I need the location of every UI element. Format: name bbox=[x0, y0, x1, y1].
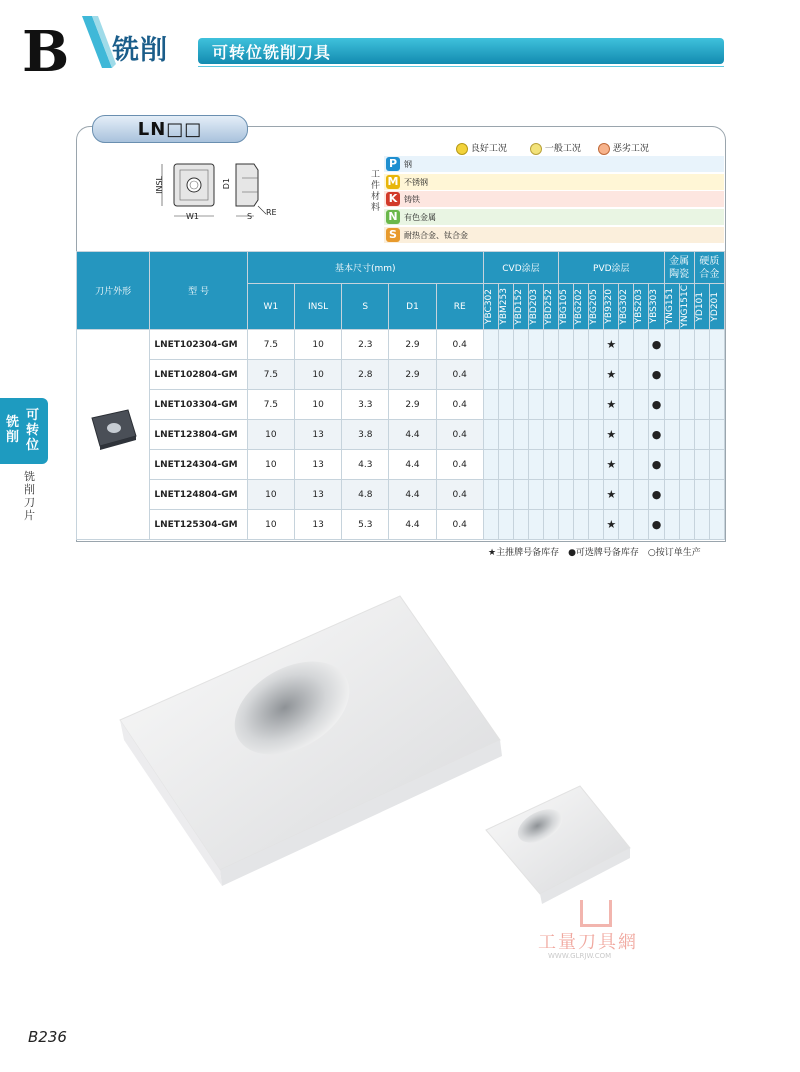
grade-label: YNG151C bbox=[679, 285, 690, 328]
grade-cell bbox=[498, 510, 513, 540]
model-cell: LNET124804-GM bbox=[150, 480, 247, 510]
grade-header-ybd203 bbox=[528, 284, 543, 330]
legend-good: 良好工况 bbox=[456, 141, 507, 155]
grade-cell bbox=[589, 390, 604, 420]
grade-cell bbox=[619, 330, 634, 360]
grade-cell bbox=[513, 390, 528, 420]
dim-cell-d1: 4.4 bbox=[389, 480, 436, 510]
grade-header-ybg105 bbox=[559, 284, 574, 330]
model-cell: LNET123804-GM bbox=[150, 420, 247, 450]
dim-cell-d1: 4.4 bbox=[389, 450, 436, 480]
dim-cell-w1: 7.5 bbox=[247, 390, 294, 420]
material-row-s bbox=[384, 227, 724, 243]
dim-cell-w1: 10 bbox=[247, 510, 294, 540]
grade-cell bbox=[574, 480, 589, 510]
grade-label: YBG205 bbox=[589, 288, 600, 325]
dim-cell-s: 3.8 bbox=[342, 420, 389, 450]
grade-cell bbox=[559, 480, 574, 510]
dim-cell-w1: 10 bbox=[247, 450, 294, 480]
dim-header-re: RE bbox=[436, 284, 483, 330]
table-row bbox=[77, 390, 725, 420]
grade-header-yng151c bbox=[679, 284, 694, 330]
material-row-p bbox=[384, 156, 724, 172]
label-d1: D1 bbox=[222, 178, 231, 190]
grade-cell bbox=[559, 360, 574, 390]
grade-cell bbox=[619, 390, 634, 420]
grade-cell bbox=[498, 450, 513, 480]
grade-cell bbox=[664, 360, 679, 390]
grade-cell bbox=[589, 450, 604, 480]
grade-cell bbox=[544, 450, 559, 480]
stock-dot-mark: ● bbox=[649, 510, 664, 540]
legend-average: 一般工况 bbox=[530, 141, 581, 155]
grade-cell bbox=[498, 420, 513, 450]
grade-header-ybg202 bbox=[574, 284, 589, 330]
dim-cell-w1: 10 bbox=[247, 420, 294, 450]
dim-cell-re: 0.4 bbox=[436, 480, 483, 510]
dim-cell-d1: 2.9 bbox=[389, 330, 436, 360]
grade-header-yng151 bbox=[664, 284, 679, 330]
model-cell: LNET103304-GM bbox=[150, 390, 247, 420]
grade-cell bbox=[694, 390, 709, 420]
material-name: 耐热合金、钛合金 bbox=[404, 231, 468, 240]
grade-cell bbox=[589, 480, 604, 510]
model-cell: LNET102304-GM bbox=[150, 330, 247, 360]
dim-header-w1: W1 bbox=[247, 284, 294, 330]
grade-label: YBG105 bbox=[559, 288, 570, 325]
watermark bbox=[530, 900, 680, 970]
grade-cell bbox=[513, 420, 528, 450]
material-name: 铸铁 bbox=[404, 195, 420, 204]
grade-header-yd101 bbox=[694, 284, 709, 330]
model-cell: LNET124304-GM bbox=[150, 450, 247, 480]
grade-label: YBD203 bbox=[528, 288, 539, 325]
grade-cell bbox=[709, 420, 724, 450]
grade-cell bbox=[709, 360, 724, 390]
table-row bbox=[77, 420, 725, 450]
grade-header-yd201 bbox=[709, 284, 724, 330]
grade-cell bbox=[498, 330, 513, 360]
grade-cell bbox=[559, 420, 574, 450]
group-pvd-header: PVD涂层 bbox=[559, 252, 664, 284]
watermark-text: 工量刀具網 bbox=[538, 932, 638, 953]
material-code-badge: M bbox=[387, 175, 399, 188]
grade-label: YBC302 bbox=[483, 289, 494, 324]
grade-header-ybs303 bbox=[649, 284, 664, 330]
grade-header-ybg205 bbox=[589, 284, 604, 330]
grade-cell bbox=[544, 390, 559, 420]
average-face-icon bbox=[530, 143, 542, 155]
grade-cell bbox=[483, 330, 498, 360]
grade-cell bbox=[544, 510, 559, 540]
dim-cell-d1: 2.9 bbox=[389, 390, 436, 420]
stock-legend: ★主推牌号备库存 ●可选牌号备库存 ○按订单生产 bbox=[488, 548, 701, 558]
dim-cell-insl: 10 bbox=[294, 330, 341, 360]
grade-cell bbox=[528, 330, 543, 360]
dim-cell-w1: 7.5 bbox=[247, 360, 294, 390]
material-vertical-label: 工件材料 bbox=[371, 170, 381, 213]
grade-header-yb9320 bbox=[604, 284, 619, 330]
dim-cell-re: 0.4 bbox=[436, 420, 483, 450]
grade-cell bbox=[709, 450, 724, 480]
grade-header-ybm253 bbox=[498, 284, 513, 330]
material-name: 有色金属 bbox=[404, 213, 436, 222]
grade-cell bbox=[574, 420, 589, 450]
grade-cell bbox=[634, 510, 649, 540]
group-carbide-header: 硬质合金 bbox=[694, 252, 724, 284]
dim-cell-w1: 7.5 bbox=[247, 330, 294, 360]
label-insl: INSL bbox=[155, 176, 164, 194]
grade-cell bbox=[483, 510, 498, 540]
grade-cell bbox=[694, 480, 709, 510]
grade-cell bbox=[694, 510, 709, 540]
stock-star-mark: ★ bbox=[604, 480, 619, 510]
grade-cell bbox=[559, 390, 574, 420]
grade-cell bbox=[513, 360, 528, 390]
dim-cell-d1: 2.9 bbox=[389, 360, 436, 390]
grade-cell bbox=[679, 390, 694, 420]
model-cell: LNET102804-GM bbox=[150, 360, 247, 390]
grade-cell bbox=[483, 480, 498, 510]
stock-dot-mark: ● bbox=[649, 450, 664, 480]
grade-cell bbox=[528, 360, 543, 390]
dim-cell-insl: 13 bbox=[294, 420, 341, 450]
dim-cell-s: 3.3 bbox=[342, 390, 389, 420]
group-cermet-header: 金属陶瓷 bbox=[664, 252, 694, 284]
dim-header-s: S bbox=[342, 284, 389, 330]
grade-cell bbox=[574, 330, 589, 360]
material-row-k bbox=[384, 191, 724, 207]
grade-cell bbox=[559, 330, 574, 360]
side-label: 铣削刀片 bbox=[24, 470, 35, 522]
grade-cell bbox=[513, 450, 528, 480]
table-row bbox=[77, 360, 725, 390]
grade-header-ybs203 bbox=[634, 284, 649, 330]
grade-cell bbox=[528, 510, 543, 540]
dim-header-d1: D1 bbox=[389, 284, 436, 330]
dim-cell-d1: 4.4 bbox=[389, 510, 436, 540]
grade-cell bbox=[589, 360, 604, 390]
label-s: S bbox=[247, 212, 253, 221]
stock-star-mark: ★ bbox=[604, 390, 619, 420]
bad-face-icon bbox=[598, 143, 610, 155]
dim-cell-s: 5.3 bbox=[342, 510, 389, 540]
grade-cell bbox=[664, 420, 679, 450]
grade-cell bbox=[513, 480, 528, 510]
grade-cell bbox=[544, 420, 559, 450]
grade-cell bbox=[619, 450, 634, 480]
stock-dot-mark: ● bbox=[649, 420, 664, 450]
header-underline bbox=[198, 66, 724, 67]
stock-star-mark: ★ bbox=[604, 450, 619, 480]
dim-cell-re: 0.4 bbox=[436, 510, 483, 540]
material-name: 不锈钢 bbox=[404, 178, 428, 187]
grade-cell bbox=[634, 360, 649, 390]
stock-star-mark: ★ bbox=[604, 330, 619, 360]
grade-cell bbox=[634, 390, 649, 420]
subtitle-bar bbox=[198, 38, 724, 64]
grade-cell bbox=[619, 510, 634, 540]
dim-cell-s: 2.8 bbox=[342, 360, 389, 390]
material-row-m bbox=[384, 174, 724, 190]
table-row bbox=[77, 450, 725, 480]
grade-cell bbox=[559, 450, 574, 480]
grade-label: YBD152 bbox=[513, 288, 524, 325]
stock-dot-mark: ● bbox=[649, 480, 664, 510]
grade-cell bbox=[528, 420, 543, 450]
good-face-icon bbox=[456, 143, 468, 155]
grade-label: YD201 bbox=[709, 291, 720, 322]
grade-label: YBD252 bbox=[544, 288, 555, 325]
grade-cell bbox=[574, 510, 589, 540]
grade-cell bbox=[574, 360, 589, 390]
grade-cell bbox=[619, 480, 634, 510]
material-code-badge: P bbox=[386, 157, 400, 171]
grade-cell bbox=[664, 510, 679, 540]
table-row bbox=[77, 480, 725, 510]
grade-cell bbox=[679, 480, 694, 510]
col-dims-header: 基本尺寸(mm) bbox=[247, 252, 483, 284]
dim-cell-insl: 13 bbox=[294, 480, 341, 510]
group-cvd-header: CVD涂层 bbox=[483, 252, 558, 284]
grade-cell bbox=[513, 510, 528, 540]
grade-cell bbox=[544, 480, 559, 510]
grade-cell bbox=[709, 480, 724, 510]
dim-header-insl: INSL bbox=[294, 284, 341, 330]
dim-cell-insl: 13 bbox=[294, 510, 341, 540]
grade-label: YB9320 bbox=[604, 289, 615, 324]
grade-cell bbox=[634, 330, 649, 360]
side-tab-text-1: 铣削 bbox=[6, 415, 20, 445]
dim-cell-re: 0.4 bbox=[436, 450, 483, 480]
page-number: B236 bbox=[28, 1028, 67, 1046]
grade-cell bbox=[544, 360, 559, 390]
dim-cell-insl: 10 bbox=[294, 390, 341, 420]
label-w1: W1 bbox=[186, 212, 199, 221]
table-row bbox=[77, 330, 725, 360]
series-pill bbox=[92, 115, 248, 143]
grade-cell bbox=[664, 450, 679, 480]
grade-label: YD101 bbox=[694, 291, 705, 322]
material-name: 钢 bbox=[404, 160, 412, 169]
stock-star-mark: ★ bbox=[604, 510, 619, 540]
material-code-badge: N bbox=[386, 210, 400, 224]
grade-label: YBS303 bbox=[649, 289, 660, 324]
grade-cell bbox=[589, 330, 604, 360]
model-cell: LNET125304-GM bbox=[150, 510, 247, 540]
dim-cell-insl: 13 bbox=[294, 450, 341, 480]
grade-header-ybd252 bbox=[544, 284, 559, 330]
grade-cell bbox=[634, 420, 649, 450]
grade-cell bbox=[498, 390, 513, 420]
grade-cell bbox=[679, 420, 694, 450]
grade-header-ybc302 bbox=[483, 284, 498, 330]
grade-cell bbox=[709, 390, 724, 420]
insert-product-photo bbox=[110, 590, 670, 930]
legend-bad: 恶劣工况 bbox=[598, 141, 649, 155]
grade-cell bbox=[679, 450, 694, 480]
insert-dimension-drawing bbox=[150, 150, 300, 234]
stock-star-mark: ★ bbox=[604, 420, 619, 450]
col-model-header: 型 号 bbox=[150, 252, 247, 330]
grade-cell bbox=[694, 420, 709, 450]
section-letter: B bbox=[22, 19, 70, 85]
stock-star-mark: ★ bbox=[604, 360, 619, 390]
grade-cell bbox=[619, 360, 634, 390]
grade-label: YBM253 bbox=[498, 288, 509, 325]
grade-cell bbox=[528, 390, 543, 420]
stock-dot-mark: ● bbox=[649, 330, 664, 360]
dim-cell-s: 2.3 bbox=[342, 330, 389, 360]
grade-cell bbox=[619, 420, 634, 450]
dim-cell-re: 0.4 bbox=[436, 360, 483, 390]
grade-cell bbox=[574, 450, 589, 480]
grade-cell bbox=[694, 360, 709, 390]
side-tab-text-2: 可转位 bbox=[26, 408, 40, 453]
grade-label: YBS203 bbox=[634, 289, 645, 324]
grade-cell bbox=[709, 510, 724, 540]
grade-cell bbox=[679, 330, 694, 360]
grade-cell bbox=[483, 450, 498, 480]
grade-cell bbox=[634, 480, 649, 510]
grade-label: YBG202 bbox=[574, 288, 585, 325]
grade-cell bbox=[483, 420, 498, 450]
grade-label: YBG302 bbox=[619, 288, 630, 325]
table-row bbox=[77, 510, 725, 540]
grade-cell bbox=[498, 480, 513, 510]
grade-label: YNG151 bbox=[664, 288, 675, 325]
dim-cell-re: 0.4 bbox=[436, 330, 483, 360]
grade-cell bbox=[544, 330, 559, 360]
grade-cell bbox=[664, 330, 679, 360]
material-code-badge: S bbox=[386, 228, 400, 242]
grade-cell bbox=[559, 510, 574, 540]
grade-cell bbox=[513, 330, 528, 360]
grade-cell bbox=[574, 390, 589, 420]
grade-cell bbox=[483, 360, 498, 390]
insert-thumbnail-image bbox=[88, 408, 140, 450]
grade-cell bbox=[694, 330, 709, 360]
dim-cell-insl: 10 bbox=[294, 360, 341, 390]
grade-header-ybd152 bbox=[513, 284, 528, 330]
col-shape-header: 刀片外形 bbox=[77, 252, 150, 330]
stock-dot-mark: ● bbox=[649, 360, 664, 390]
dim-cell-d1: 4.4 bbox=[389, 420, 436, 450]
grade-cell bbox=[664, 480, 679, 510]
material-code-badge: K bbox=[386, 192, 400, 206]
dim-cell-s: 4.3 bbox=[342, 450, 389, 480]
grade-cell bbox=[709, 330, 724, 360]
grade-cell bbox=[528, 450, 543, 480]
label-re: RE bbox=[266, 208, 277, 217]
grade-cell bbox=[528, 480, 543, 510]
grade-cell bbox=[498, 360, 513, 390]
dim-cell-s: 4.8 bbox=[342, 480, 389, 510]
watermark-url: WWW.GLRJW.COM bbox=[548, 952, 612, 960]
grade-cell bbox=[483, 390, 498, 420]
category-title: 铣削 bbox=[112, 35, 168, 66]
side-section-tab bbox=[0, 398, 48, 464]
series-name: LN□□ bbox=[137, 119, 203, 140]
dim-cell-re: 0.4 bbox=[436, 390, 483, 420]
stock-dot-mark: ● bbox=[649, 390, 664, 420]
grade-cell bbox=[679, 360, 694, 390]
grade-cell bbox=[634, 450, 649, 480]
dim-cell-w1: 10 bbox=[247, 480, 294, 510]
watermark-logo-icon bbox=[580, 900, 612, 927]
grade-cell bbox=[589, 510, 604, 540]
grade-header-ybg302 bbox=[619, 284, 634, 330]
grade-cell bbox=[664, 390, 679, 420]
grade-cell bbox=[694, 450, 709, 480]
grade-cell bbox=[589, 420, 604, 450]
grade-cell bbox=[679, 510, 694, 540]
material-row-n bbox=[384, 209, 724, 225]
subtitle-text: 可转位铣削刀具 bbox=[212, 43, 332, 62]
spec-table bbox=[76, 251, 725, 540]
